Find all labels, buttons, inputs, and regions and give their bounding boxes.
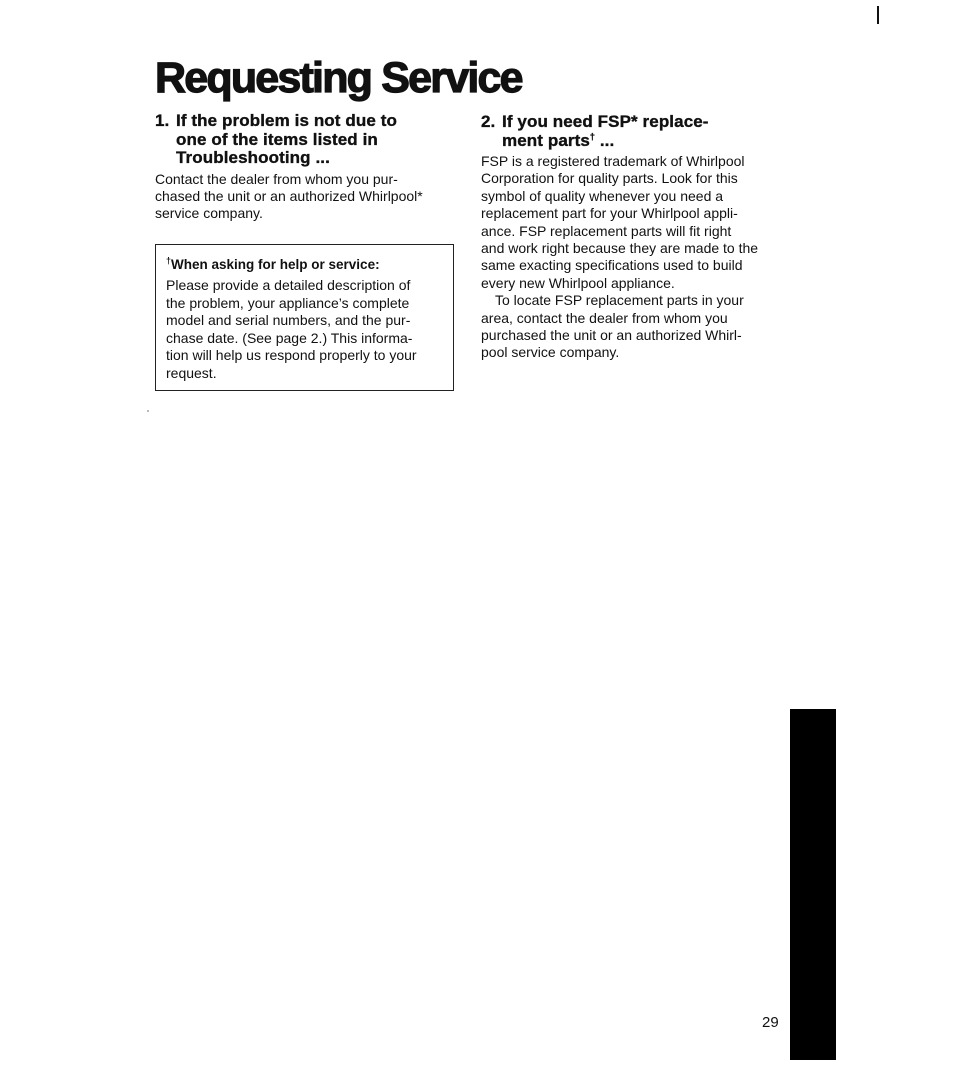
section-2-body-line: area, contact the dealer from whom you — [481, 309, 728, 326]
section-2-body-line: ance. FSP replacement parts will fit right — [481, 222, 732, 239]
section-2-number: 2. — [481, 112, 496, 131]
section-1-heading-line: one of the items listed in — [176, 129, 378, 149]
dagger-mark: † — [589, 130, 596, 141]
section-2-heading-line: If you need FSP* replace- — [502, 112, 709, 131]
section-2-body-line: FSP is a registered trademark of Whirlpool — [481, 153, 745, 169]
section-2-body-line: To locate FSP replacement parts in your — [495, 292, 744, 309]
section-2-body-line: replacement part for your Whirlpool appli- — [481, 205, 738, 222]
section-2-body-line: purchased the unit or an authorized Whirl- — [481, 327, 742, 344]
scan-speck — [147, 410, 149, 412]
section-2-body-line: symbol of quality whenever you need a — [481, 187, 724, 204]
section-2-body-line: and work right because they are made to the — [481, 240, 759, 257]
section-2-body-line: pool service company. — [481, 344, 620, 361]
section-1-heading — [155, 112, 455, 168]
help-box-body-line: Please provide a detailed description of — [166, 277, 411, 293]
dagger-mark: † — [166, 255, 172, 266]
help-box-body-line: the problem, your appliance’s complete — [166, 294, 410, 311]
right-column — [481, 113, 786, 362]
help-box-body-line: request. — [166, 364, 217, 381]
section-2-heading — [481, 113, 786, 150]
help-box-body-line: tion will help us respond properly to your — [166, 347, 417, 364]
section-2-heading-line: ment parts — [502, 130, 590, 150]
section-1-heading-line: Troubleshooting ... — [176, 148, 330, 167]
help-info-box — [155, 244, 454, 391]
page-number: 29 — [762, 1014, 779, 1031]
help-box-heading-text: When asking for help or service: — [171, 257, 380, 272]
section-1-heading-line: If the problem is not due to — [176, 111, 397, 130]
help-box-heading — [166, 256, 443, 273]
section-2-body-line: Corporation for quality parts. Look for this — [481, 170, 738, 187]
left-column — [155, 112, 455, 223]
page-title: Requesting Service — [155, 54, 522, 102]
section-1-body-line: chased the unit or an authorized Whirlpool* — [155, 187, 423, 204]
help-box-body-line: chase date. (See page 2.) This informa- — [166, 329, 413, 346]
help-box-body — [166, 277, 443, 383]
section-2-body-line: every new Whirlpool appliance. — [481, 274, 675, 291]
section-2-paragraph-2 — [481, 292, 786, 362]
section-edge-tab — [790, 709, 836, 1060]
section-2-paragraph-1 — [481, 153, 786, 292]
section-2-body-line: same exacting specifications used to build — [481, 257, 743, 274]
section-1-body — [155, 171, 455, 223]
section-1-body-line: Contact the dealer from whom you pur- — [155, 170, 398, 187]
section-1-number: 1. — [155, 111, 170, 130]
section-2-heading-ellipsis: ... — [595, 130, 615, 150]
help-box-body-line: model and serial numbers, and the pur- — [166, 312, 411, 329]
top-margin-rule — [877, 6, 879, 24]
section-1-body-line: service company. — [155, 205, 263, 222]
